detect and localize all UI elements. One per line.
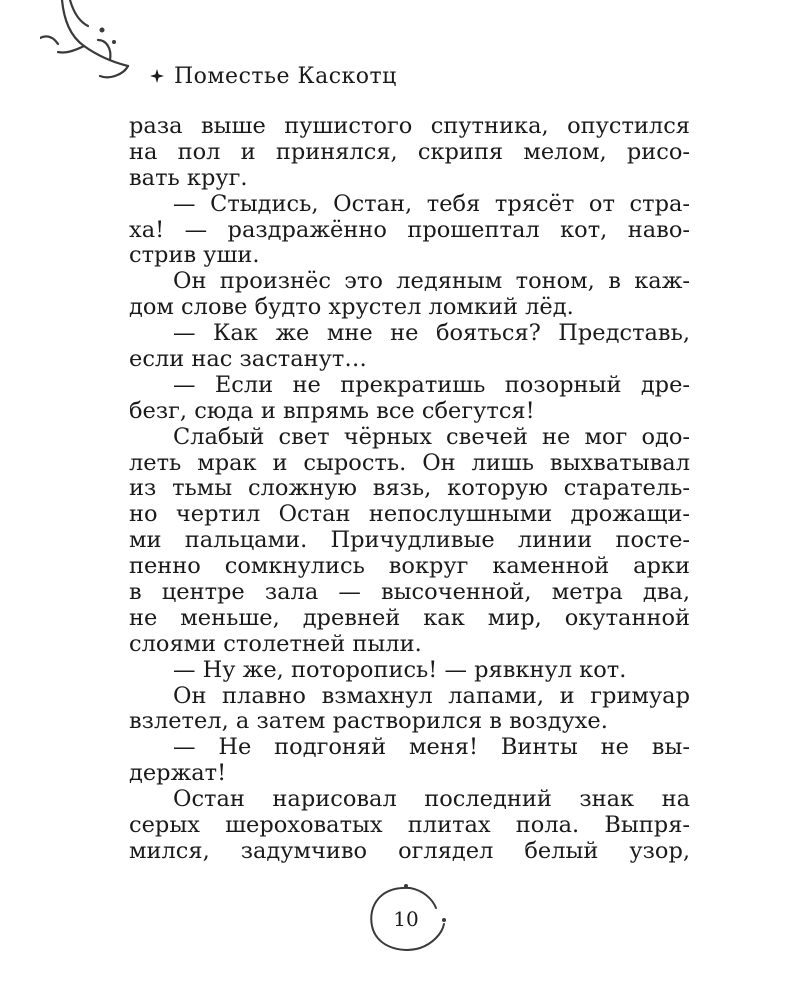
text-line: если нас застанут… [129,346,367,373]
text-line: на пол и принялся, скрипя мелом, рисо- [129,138,690,165]
book-title: Поместье Каскотц [174,63,397,89]
text-line: — Стыдись, Остан, тебя трясёт от стра- [173,190,690,217]
text-line: серых шероховатых плитах пола. Выпря- [129,812,690,839]
running-head [150,60,397,92]
text-line: Слабый свет чёрных свечей не мог одо- [173,423,690,450]
text-line: — Если не прекратишь позорный дре- [173,371,690,398]
text-line: — Как же мне не бояться? Представь, [173,320,690,347]
text-line: Остан нарисовал последний знак на [173,786,690,813]
text-line: взлетел, а затем растворился в воздухе. [129,708,608,735]
text-line: мился, задумчиво оглядел белый узор, [129,837,690,864]
text-line: держат! [129,760,227,787]
four-point-star-icon [150,69,164,83]
text-line: стрив уши. [129,242,260,269]
swirl-corner-icon [40,0,150,90]
text-line: но чертил Остан непослушными дрожащи- [129,501,690,528]
body-text [129,114,690,865]
text-line: Он произнёс это ледяным тоном, в каж- [173,268,690,295]
text-line: Он плавно взмахнул лапами, и гримуар [173,682,690,709]
text-line: раза выше пушистого спутника, опустился [129,113,690,139]
text-line: пенно сомкнулись вокруг каменной арки [129,553,690,580]
text-line: вать круг. [129,164,248,191]
text-line: — Ну же, поторопись! — рявкнул кот. [173,656,627,683]
text-line: в центре зала — высоченной, метра два, [129,579,690,606]
page-number: 10 [393,907,419,931]
text-line: ха! — раздражённо прошептал кот, наво- [129,216,690,243]
text-line: леть мрак и сырость. Он лишь выхватывал [129,449,690,476]
page-number-ornament [360,880,452,960]
text-line: ми пальцами. Причудливые линии посте- [129,527,690,554]
text-line: из тьмы сложную вязь, которую старатель- [129,475,690,502]
text-line: дом слове будто хрустел ломкий лёд. [129,294,574,321]
text-line: не меньше, древней как мир, окутанной [129,604,690,631]
text-line: слоями столетней пыли. [129,630,422,657]
text-line: — Не подгоняй меня! Винты не вы- [173,734,690,761]
text-line: безг, сюда и впрямь все сбегутся! [129,397,535,424]
